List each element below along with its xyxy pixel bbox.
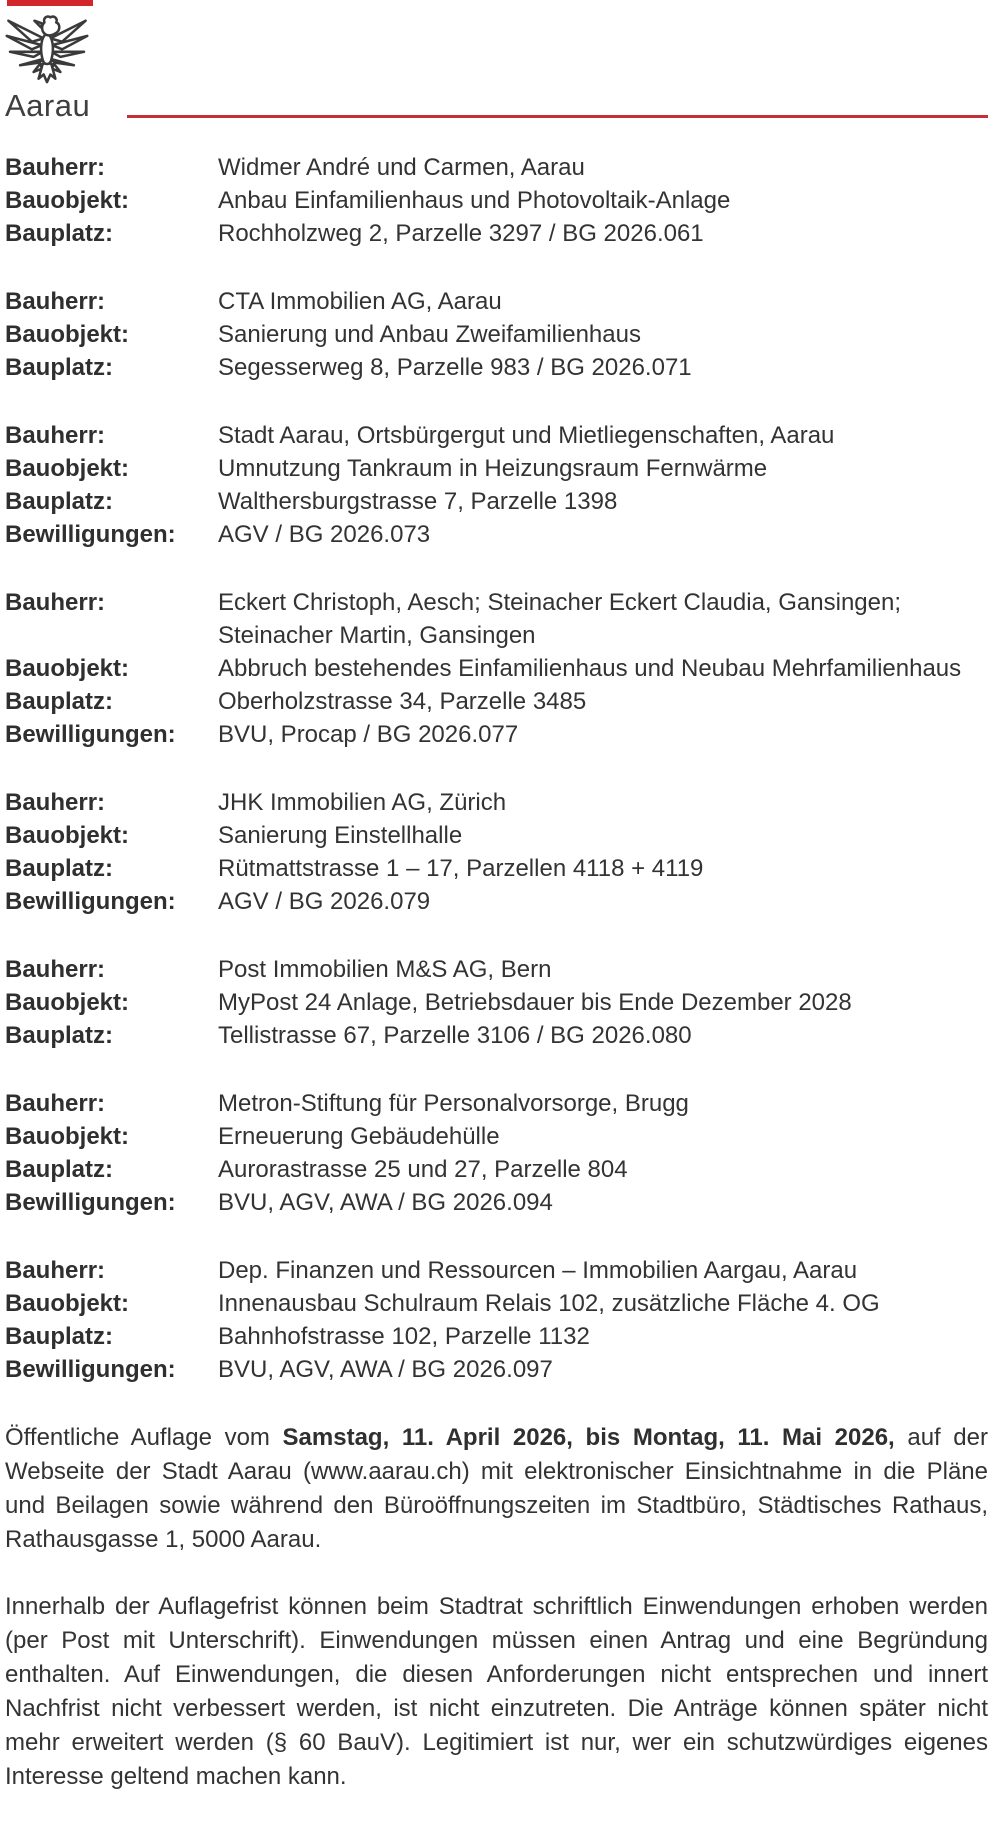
field-label: Bauherr: bbox=[5, 789, 106, 816]
field-label: Bauplatz: bbox=[5, 1323, 113, 1350]
field-value: AGV / BG 2026.079 bbox=[218, 888, 431, 915]
field-row bbox=[5, 819, 988, 852]
field-row bbox=[5, 351, 988, 384]
field-row bbox=[5, 1353, 988, 1386]
auflage-dates: Samstag, 11. April 2026, bis Montag, 11. Mai 2026, bbox=[282, 1424, 895, 1451]
field-value: JHK Immobilien AG, Zürich bbox=[218, 789, 507, 816]
field-label: Bauplatz: bbox=[5, 688, 113, 715]
field-label: Bauherr: bbox=[5, 1090, 106, 1117]
field-label: Bauherr: bbox=[5, 589, 106, 616]
field-row bbox=[5, 786, 988, 819]
field-label: Bauobjekt: bbox=[5, 455, 130, 482]
field-value: Oberholzstrasse 34, Parzelle 3485 bbox=[218, 688, 587, 715]
field-label: Bewilligungen: bbox=[5, 721, 176, 748]
field-value: CTA Immobilien AG, Aarau bbox=[218, 288, 502, 315]
field-label: Bauobjekt: bbox=[5, 989, 130, 1016]
field-value: Dep. Finanzen und Ressourcen – Immobilien Aargau, Aarau bbox=[218, 1257, 858, 1284]
field-value: Segesserweg 8, Parzelle 983 / BG 2026.071 bbox=[218, 354, 692, 381]
field-row bbox=[5, 986, 988, 1019]
field-label: Bauobjekt: bbox=[5, 655, 130, 682]
field-row bbox=[5, 1153, 988, 1186]
aarau-eagle-icon bbox=[5, 13, 89, 94]
field-row bbox=[5, 1254, 988, 1287]
field-label: Bewilligungen: bbox=[5, 888, 176, 915]
field-row bbox=[5, 685, 988, 718]
entry bbox=[5, 419, 988, 551]
entry bbox=[5, 1254, 988, 1386]
entries-list bbox=[5, 151, 988, 1386]
field-label: Bauobjekt: bbox=[5, 1290, 130, 1317]
field-row bbox=[5, 151, 988, 184]
field-row bbox=[5, 652, 988, 685]
field-label: Bauplatz: bbox=[5, 354, 113, 381]
field-value: Abbruch bestehendes Einfamilienhaus und Neubau Mehrfamilienhaus bbox=[218, 655, 962, 682]
field-row bbox=[5, 885, 988, 918]
logo-red-bar bbox=[7, 0, 93, 6]
field-value: Widmer André und Carmen, Aarau bbox=[218, 154, 585, 181]
field-value: Tellistrasse 67, Parzelle 3106 / BG 2026.080 bbox=[218, 1022, 692, 1049]
field-label: Bauplatz: bbox=[5, 855, 113, 882]
field-label: Bauherr: bbox=[5, 154, 106, 181]
field-value: BVU, Procap / BG 2026.077 bbox=[218, 721, 519, 748]
field-value: MyPost 24 Anlage, Betriebsdauer bis Ende Dezember 2028 bbox=[218, 989, 852, 1016]
field-row bbox=[5, 419, 988, 452]
field-label: Bauplatz: bbox=[5, 220, 113, 247]
field-value: Sanierung Einstellhalle bbox=[218, 822, 463, 849]
field-value: Erneuerung Gebäudehülle bbox=[218, 1123, 500, 1150]
field-value: AGV / BG 2026.073 bbox=[218, 521, 431, 548]
auflage-paragraph bbox=[5, 1421, 988, 1557]
auflage-prefix: Öffentliche Auflage vom bbox=[5, 1424, 283, 1451]
field-label: Bewilligungen: bbox=[5, 1189, 176, 1216]
entry bbox=[5, 151, 988, 250]
field-value: Eckert Christoph, Aesch; Steinacher Eckert Claudia, Gansingen; Steinacher Martin, Gansingen bbox=[218, 589, 902, 649]
field-value: BVU, AGV, AWA / BG 2026.094 bbox=[218, 1189, 553, 1216]
field-value: Anbau Einfamilienhaus und Photovoltaik-Anlage bbox=[218, 187, 731, 214]
logo-wordmark: Aarau bbox=[5, 88, 91, 123]
field-row bbox=[5, 1087, 988, 1120]
field-value: Post Immobilien M&S AG, Bern bbox=[218, 956, 552, 983]
field-row bbox=[5, 953, 988, 986]
field-label: Bewilligungen: bbox=[5, 1356, 176, 1383]
entry bbox=[5, 786, 988, 918]
field-label: Bauobjekt: bbox=[5, 822, 130, 849]
field-row bbox=[5, 452, 988, 485]
field-label: Bauherr: bbox=[5, 422, 106, 449]
entry bbox=[5, 586, 988, 751]
field-row bbox=[5, 718, 988, 751]
field-value: Bahnhofstrasse 102, Parzelle 1132 bbox=[218, 1323, 590, 1350]
field-label: Bauobjekt: bbox=[5, 321, 130, 348]
field-row bbox=[5, 1019, 988, 1052]
field-row bbox=[5, 485, 988, 518]
field-row bbox=[5, 1186, 988, 1219]
field-value: Aurorastrasse 25 und 27, Parzelle 804 bbox=[218, 1156, 628, 1183]
field-value: Rütmattstrasse 1 – 17, Parzellen 4118 + 4119 bbox=[218, 855, 704, 882]
entry bbox=[5, 1087, 988, 1219]
field-label: Bauherr: bbox=[5, 288, 106, 315]
entry bbox=[5, 285, 988, 384]
logo-row bbox=[5, 90, 988, 121]
field-value: Umnutzung Tankraum in Heizungsraum Fernwärme bbox=[218, 455, 768, 482]
field-row bbox=[5, 1320, 988, 1353]
field-label: Bauobjekt: bbox=[5, 1123, 130, 1150]
field-label: Bauplatz: bbox=[5, 1022, 113, 1049]
field-label: Bauobjekt: bbox=[5, 187, 130, 214]
auflage-suffix: auf der Webseite der Stadt Aarau (www.aarau.ch) mit elektronischer Einsichtnahme in die Pläne und Beilagen sowie während den Büroöffnungszeiten im Stadtbüro, Städtisches Rathaus, Rathausgasse 1, 5000 Aarau. bbox=[5, 1424, 988, 1553]
field-value: Stadt Aarau, Ortsbürgergut und Mietliegenschaften, Aarau bbox=[218, 422, 835, 449]
field-row bbox=[5, 285, 988, 318]
field-label: Bauplatz: bbox=[5, 1156, 113, 1183]
field-value: Rochholzweg 2, Parzelle 3297 / BG 2026.061 bbox=[218, 220, 704, 247]
field-value: Metron-Stiftung für Personalvorsorge, Brugg bbox=[218, 1090, 689, 1117]
entry bbox=[5, 953, 988, 1052]
field-row bbox=[5, 1120, 988, 1153]
header-rule bbox=[127, 115, 988, 118]
field-label: Bewilligungen: bbox=[5, 521, 176, 548]
field-value: Walthersburgstrasse 7, Parzelle 1398 bbox=[218, 488, 618, 515]
field-row bbox=[5, 852, 988, 885]
field-label: Bauplatz: bbox=[5, 488, 113, 515]
field-row bbox=[5, 518, 988, 551]
field-row bbox=[5, 217, 988, 250]
notice-paragraphs bbox=[5, 1421, 988, 1794]
field-label: Bauherr: bbox=[5, 956, 106, 983]
field-value: Innenausbau Schulraum Relais 102, zusätzliche Fläche 4. OG bbox=[218, 1290, 880, 1317]
field-row bbox=[5, 318, 988, 351]
header bbox=[5, 0, 988, 121]
field-row bbox=[5, 184, 988, 217]
field-value: Sanierung und Anbau Zweifamilienhaus bbox=[218, 321, 641, 348]
field-row bbox=[5, 1287, 988, 1320]
field-label: Bauherr: bbox=[5, 1257, 106, 1284]
field-row bbox=[5, 586, 988, 652]
field-value: BVU, AGV, AWA / BG 2026.097 bbox=[218, 1356, 553, 1383]
einwendungen-paragraph: Innerhalb der Auflagefrist können beim Stadtrat schriftlich Einwendungen erhoben werden (per Post mit Unterschrift). Einwendungen müssen einen Antrag und eine Begründung enthalten. Auf Einwendungen, die diesen Anforderungen nicht entsprechen und innert Nachfrist nicht verbessert werden, ist nicht einzutreten. Die Anträge können später nicht mehr erweitert werden (§ 60 BauV). Legitimiert ist nur, wer ein schutzwürdiges eigenes Interesse geltend machen kann. bbox=[5, 1593, 988, 1790]
